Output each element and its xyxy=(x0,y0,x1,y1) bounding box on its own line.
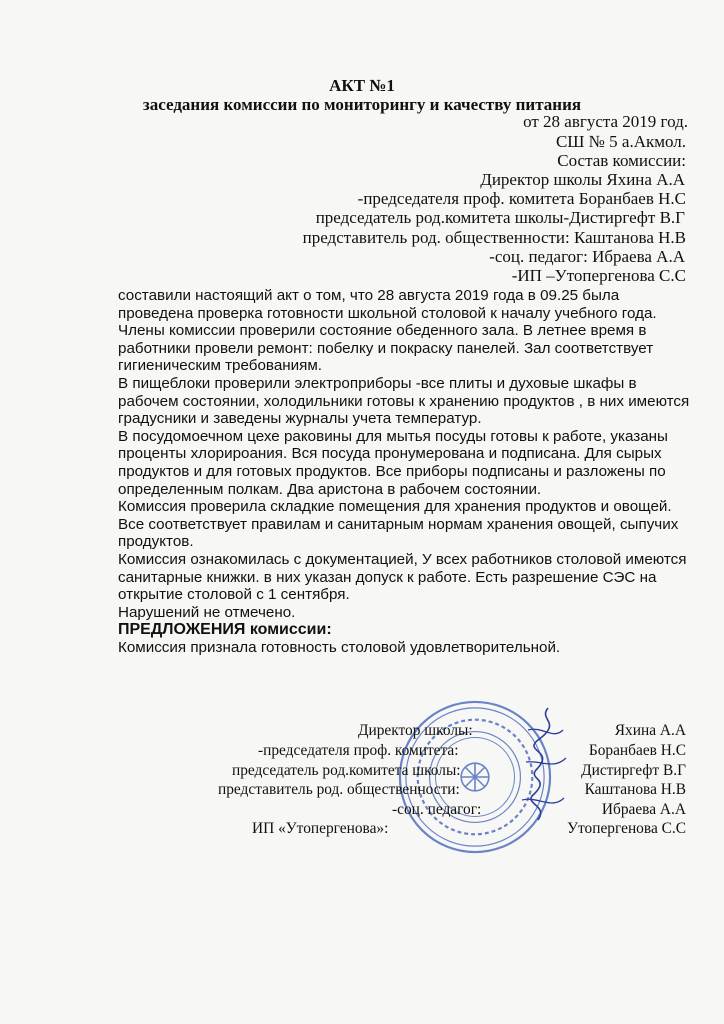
signature-name: Яхина А.А xyxy=(614,722,686,739)
date-line: от 28 августа 2019 год. xyxy=(523,112,688,131)
body-paragraph: В посудомоечном цехе раковины для мытья посуды готовы к работе, указаны проценты хлорироания. Вся посуда пронумерована и подписана. Для сырых продуктов и для готовых продуктов. Все приборы подписаны и разложены по определенным полкам. Два аристона в рабочем состоянии. xyxy=(118,427,668,498)
signature-role: представитель род. общественности: xyxy=(218,781,460,798)
body-paragraph: Нарушений не отмечено. xyxy=(118,603,296,621)
signature-role: -соц. педагог: xyxy=(392,801,482,818)
member-line: представитель род. общественности: Каштанова Н.В xyxy=(302,228,686,247)
document-subtitle: заседания комиссии по мониторингу и качеству питания xyxy=(142,95,582,114)
conclusion-text: Комиссия признала готовность столовой удовлетворительной. xyxy=(118,638,561,656)
signature-name: Ибраева А.А xyxy=(601,801,686,818)
signature-role: председатель род.комитета школы: xyxy=(232,762,461,779)
school-line: СШ № 5 а.Акмол. xyxy=(555,132,686,151)
signature-name: Боранбаев Н.С xyxy=(588,742,686,759)
body-paragraph: В пищеблоки проверили электроприборы -все плиты и духовые шкафы в рабочем состоянии, холодильники готовы к хранению продуктов , в них имеются градусники и заведены журналы учета температур. xyxy=(118,374,690,428)
body-paragraph: Члены комиссии проверили состояние обеденного зала. В летнее время в работники провели ремонт: побелку и покраску панелей. Зал соответствует гигиеническим требованиям. xyxy=(118,322,654,375)
signature-name: Каштанова Н.В xyxy=(584,781,686,798)
body-paragraph: Комиссия проверила складкие помещения для хранения продуктов и овощей. Все соответствует правилам и санитарным нормам хранения овощей, сыпучих продуктов. xyxy=(118,498,679,551)
signature-role: -председателя проф. комитета: xyxy=(258,742,459,759)
signature-scribble-icon xyxy=(508,700,578,830)
proposals-heading: ПРЕДЛОЖЕНИЯ комиссии: xyxy=(118,621,332,639)
member-line: председатель род.комитета школы-Дистиргефт В.Г xyxy=(315,208,685,227)
signature-role: ИП «Утопергенова»: xyxy=(252,820,389,837)
signature-role: Директор школы: xyxy=(358,722,473,739)
member-line: -соц. педагог: Ибраева А.А xyxy=(489,247,685,266)
signature-name: Утопергенова С.С xyxy=(567,820,686,837)
member-line: Директор школы Яхина А.А xyxy=(480,170,685,189)
signature-name: Дистиргефт В.Г xyxy=(581,762,686,779)
commission-heading: Состав комиссии: xyxy=(557,151,686,170)
document-title: АКТ №1 xyxy=(329,76,395,95)
member-line: -ИП –Утопергенова С.С xyxy=(511,266,686,285)
body-paragraph: составили настоящий акт о том, что 28 августа 2019 года в 09.25 была проведена проверка готовности школьной столовой к началу учебного года. xyxy=(118,287,657,322)
body-paragraph: Комиссия ознакомилась с документацией, У всех работников столовой имеются санитарные книжки. в них указан допуск к работе. Есть разрешение СЭС на открытие столовой с 1 сентября. xyxy=(118,550,687,604)
act-body xyxy=(118,287,698,656)
member-line: -председателя проф. комитета Боранбаев Н.С xyxy=(357,189,686,208)
